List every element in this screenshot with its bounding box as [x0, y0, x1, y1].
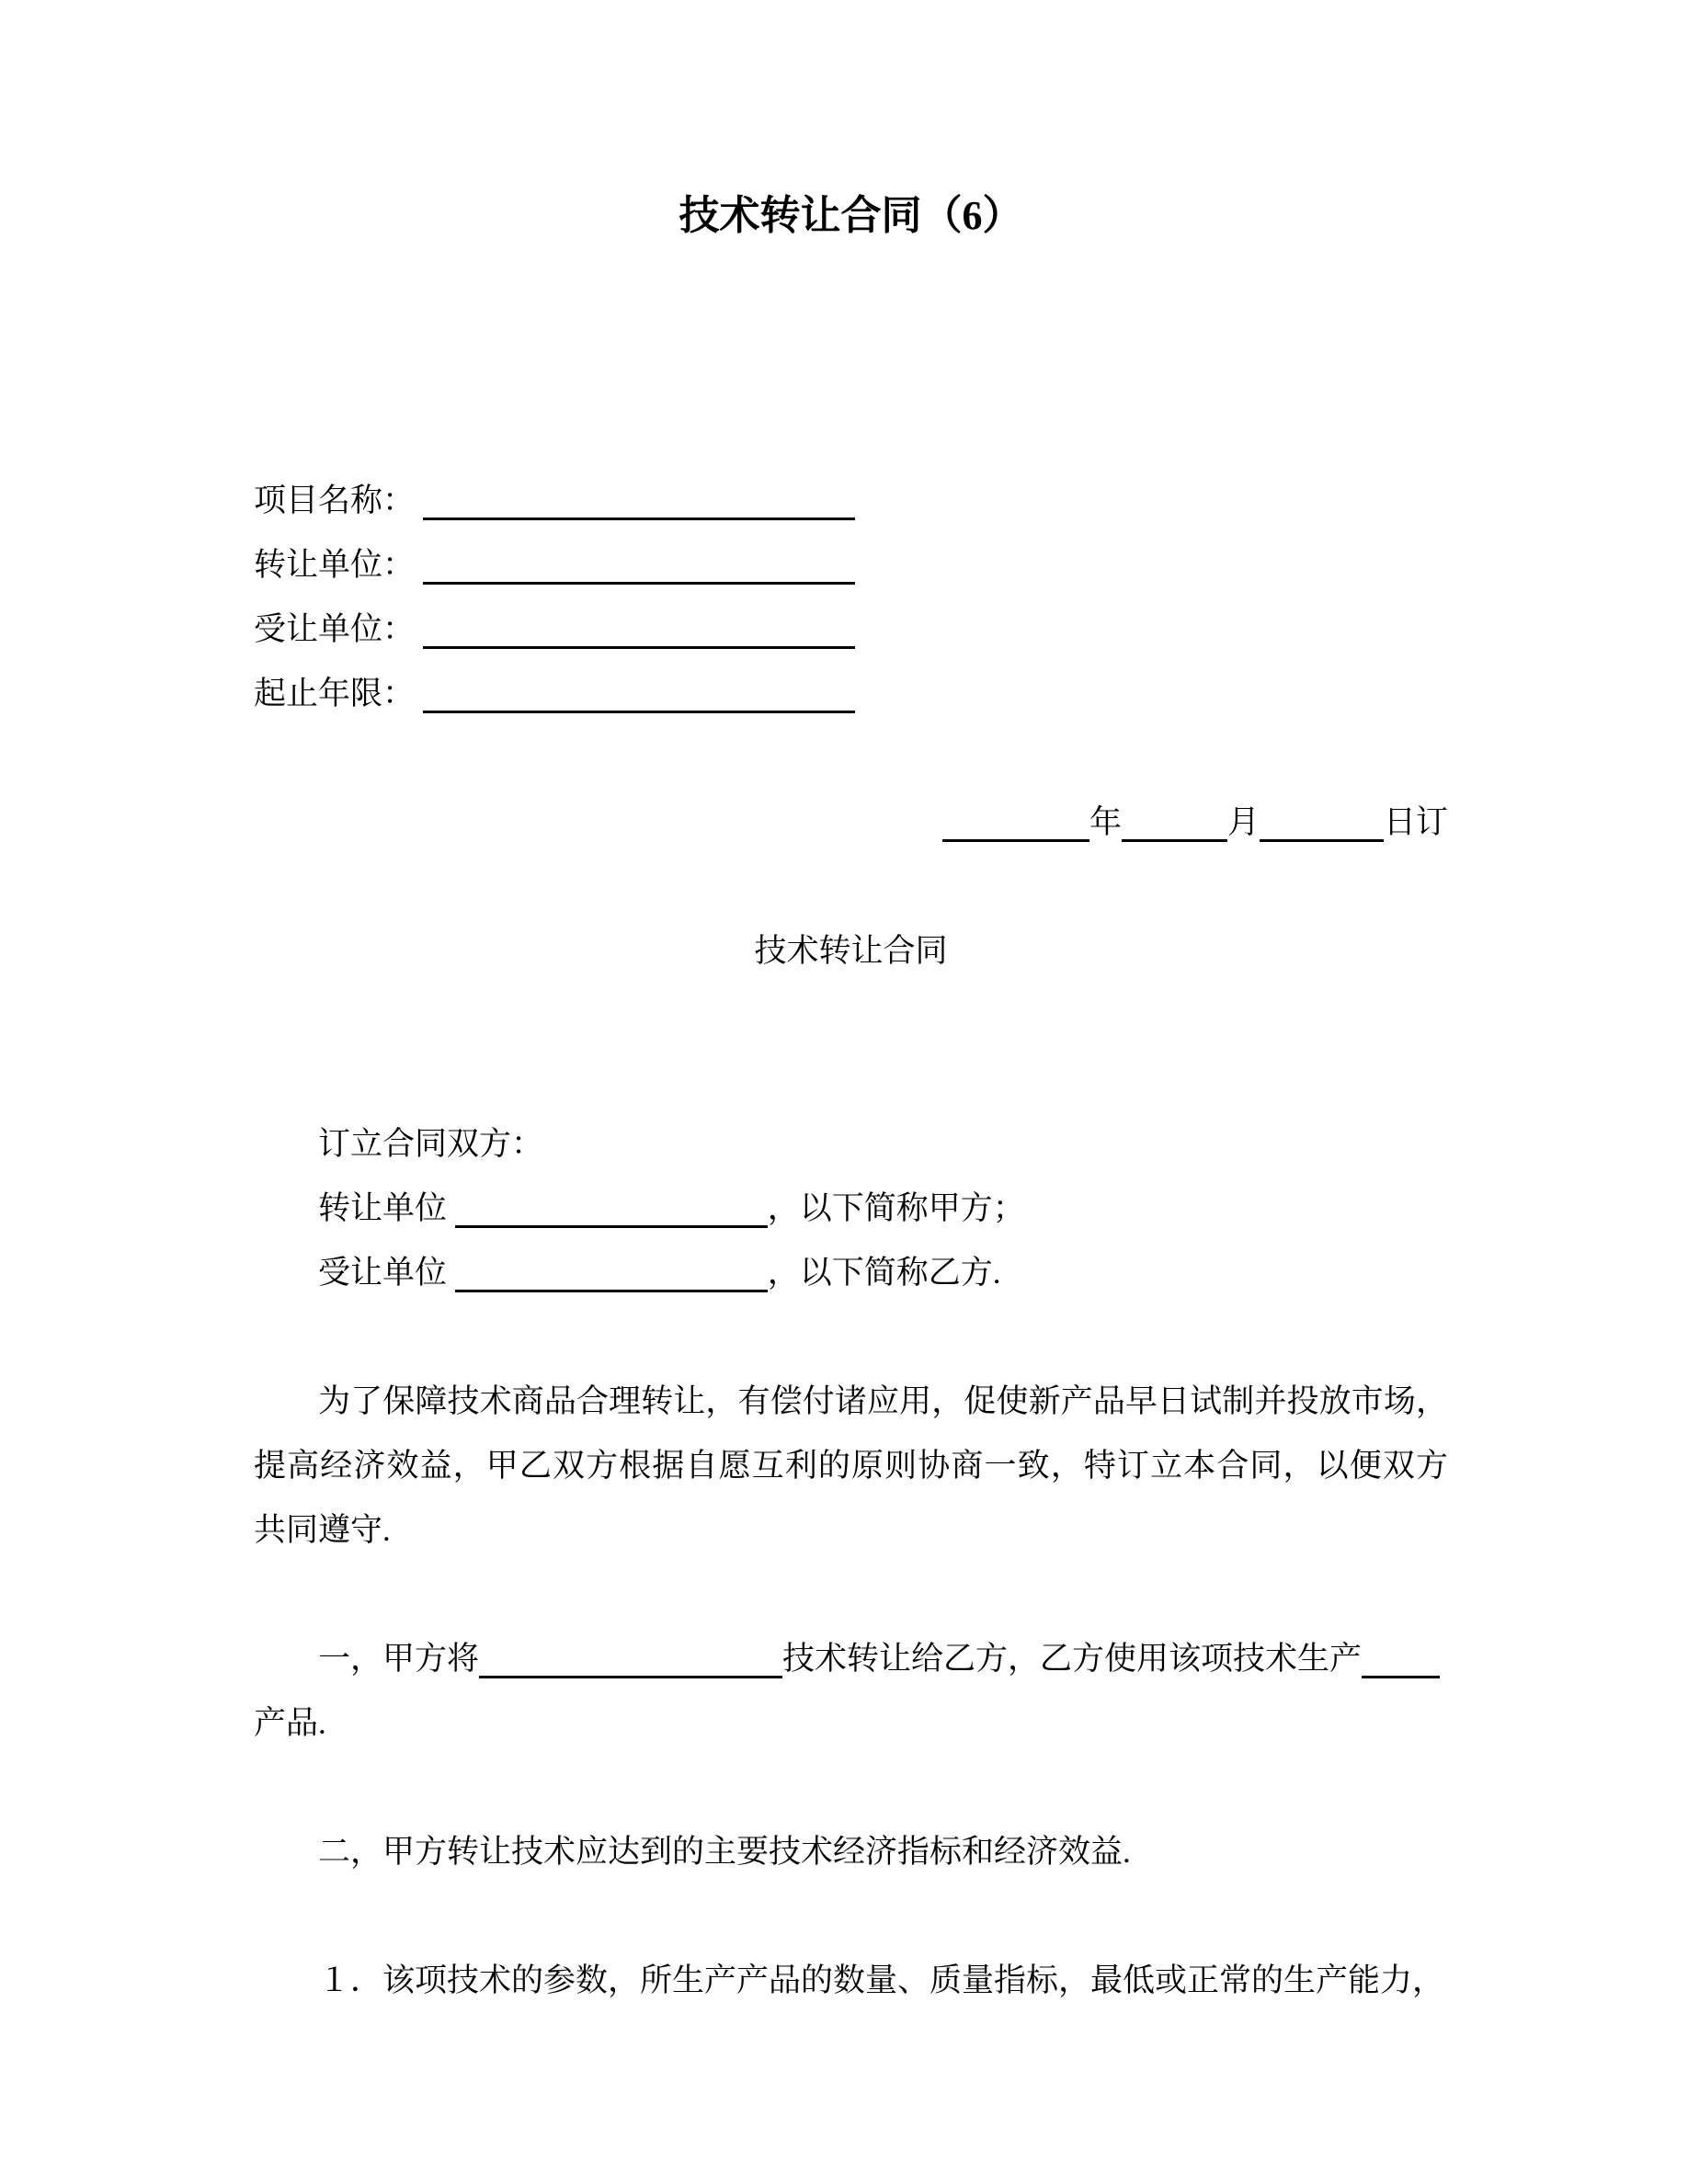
clause-1-line-1	[254, 1627, 1448, 1691]
party-b-prefix: 受让单位	[318, 1255, 448, 1291]
party-b-line	[254, 1241, 1448, 1305]
fill-in-blank-day	[1260, 802, 1384, 842]
month-label: 月	[1226, 804, 1260, 840]
fill-in-blank-month	[1122, 802, 1227, 842]
fill-in-blank-project-name	[423, 481, 855, 520]
form-field-row-transferor	[254, 533, 1448, 597]
party-a-suffix: ，以下简称甲方；	[767, 1190, 1025, 1226]
date-line	[254, 791, 1448, 855]
fill-in-blank-product	[1362, 1639, 1440, 1678]
clause-1-middle: 技术转让给乙方，乙方使用该项技术生产	[782, 1641, 1363, 1677]
form-field-row-project-name	[254, 469, 1448, 533]
preamble-line-3: 共同遵守.	[254, 1512, 391, 1548]
year-label: 年	[1089, 804, 1122, 840]
fill-in-blank-transferee	[423, 609, 855, 649]
form-field-row-transferee	[254, 597, 1448, 662]
fill-in-blank-term	[423, 674, 855, 713]
document-subtitle: 技术转让合同	[754, 933, 948, 969]
preamble-line-1: 为了保障技术商品合理转让，有偿付诸应用，促使新产品早日试制并投放市场，	[318, 1383, 1448, 1419]
fill-in-blank-party-b	[455, 1253, 768, 1292]
party-b-suffix: ，以下简称乙方.	[767, 1255, 1001, 1291]
form-field-row-term	[254, 662, 1448, 726]
preamble-line-2: 提高经济效益，甲乙双方根据自愿互利的原则协商一致，特订立本合同，以便双方	[254, 1448, 1448, 1484]
fill-in-blank-year	[942, 802, 1089, 842]
fill-in-blank-technology	[479, 1639, 782, 1678]
form-field-label: 受让单位：	[254, 611, 416, 647]
clause-1-prefix: 一，甲方将	[318, 1641, 480, 1677]
day-label: 日订	[1383, 804, 1448, 840]
form-field-label: 起止年限：	[254, 676, 416, 711]
clause-1-paragraph	[254, 1627, 1448, 1756]
party-a-line	[254, 1177, 1448, 1241]
document-title: 技术转让合同（6）	[679, 193, 1023, 238]
clause-1-line-2: 产品.	[254, 1705, 326, 1741]
parties-intro: 订立合同双方：	[318, 1126, 544, 1162]
form-field-label: 项目名称：	[254, 483, 416, 518]
clause-3-paragraph: １．该项技术的参数，所生产产品的数量、质量指标，最低或正常的生产能力，	[318, 1962, 1445, 1998]
preamble-paragraph	[254, 1370, 1448, 1563]
clause-2-paragraph: 二，甲方转让技术应达到的主要技术经济指标和经济效益.	[318, 1834, 1131, 1870]
party-a-prefix: 转让单位	[318, 1190, 448, 1226]
fill-in-blank-party-a	[455, 1189, 768, 1228]
fill-in-blank-transferor	[423, 545, 855, 585]
header-form-block	[254, 469, 1448, 726]
parties-block	[254, 1112, 1448, 1305]
form-field-label: 转让单位：	[254, 547, 416, 583]
